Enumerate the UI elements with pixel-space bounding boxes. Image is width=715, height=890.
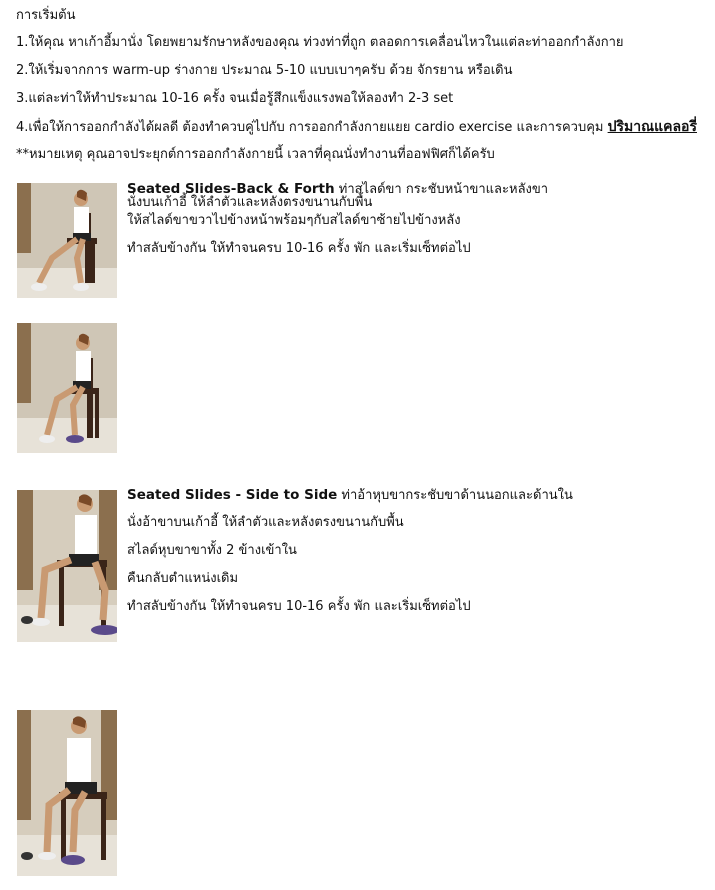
exercise-photo-1 — [17, 183, 117, 298]
exercise-1-line-3: ให้สไลด์ขาขวาไปข้างหน้าพร้อมๆกับสไลด์ขาซ้ายไปข้างหลัง — [127, 213, 461, 228]
intro-step-3: 3.แต่ละท่าให้ทำประมาณ 10-16 ครั้ง จนเมื่อรู้สึกแข็งแรงพอให้ลองทำ 2-3 set — [16, 91, 454, 106]
exercise-1-desc: ท่าสไลด์ขา กระชับหน้าขาและหลังขา — [334, 182, 549, 197]
exercise-photo-2 — [17, 323, 117, 453]
exercise-1-line-4: ทำสลับข้างกัน ให้ทำจนครบ 10-16 ครั้ง พัก และเริ่มเซ็ทต่อไป — [127, 241, 471, 256]
exercise-photo-4 — [17, 710, 117, 876]
exercise-1-line-2: นั่งบนเก้าอี้ ให้ลำตัวและหลังตรงขนานกับพื้น — [127, 195, 373, 210]
exercise-2-desc: ท่าอ้าหุบขากระชับขาด้านนอกและด้านใน — [337, 488, 573, 503]
calorie-link[interactable]: ปริมาณแคลอรี่ — [607, 119, 697, 135]
intro-step-4 — [16, 119, 697, 136]
intro-note: **หมายเหตุ คุณอาจประยุกต์การออกกำลังกายนี้ เวลาที่คุณนั่งทำงานที่ออฟฟิศก็ได้ครับ — [16, 147, 495, 162]
intro-step-4-text: 4.เพื่อให้การออกกำลังได้ผลดี ต้องทำควบคู่ไปกับ การออกกำลังกายแยย cardio exercise และการควบคุม — [16, 120, 608, 135]
exercise-1-title: Seated Slides-Back & Forth — [127, 181, 335, 197]
exercise-2-heading — [127, 487, 573, 504]
exercise-photo-3 — [17, 490, 117, 642]
intro-step-1: 1.ให้คุณ หาเก้าอี้มานั่ง โดยพยามรักษาหลังของคุณ ท่วงท่าที่ถูก ตลอดการเคลื่อนไหวในแต่ละท่าออกกำลังกาย — [16, 35, 624, 50]
intro-step-2: 2.ให้เริ่มจากการ warm-up ร่างกาย ประมาณ 5-10 แบบเบาๆครับ ด้วย จักรยาน หรือเดิน — [16, 63, 513, 78]
exercise-2-line-5: ทำสลับข้างกัน ให้ทำจนครบ 10-16 ครั้ง พัก และเริ่มเซ็ทต่อไป — [127, 599, 471, 614]
exercise-2-line-3: สไลด์หุบขาขาทั้ง 2 ข้างเข้าใน — [127, 543, 297, 558]
exercise-2-line-4: คืนกลับตำแหน่งเดิม — [127, 571, 239, 586]
exercise-2-line-2: นั่งอ้าขาบนเก้าอี้ ให้ลำตัวและหลังตรงขนานกับพื้น — [127, 515, 404, 530]
exercise-2-title: Seated Slides - Side to Side — [127, 487, 338, 503]
intro-heading: การเริ่มต้น — [16, 8, 76, 23]
